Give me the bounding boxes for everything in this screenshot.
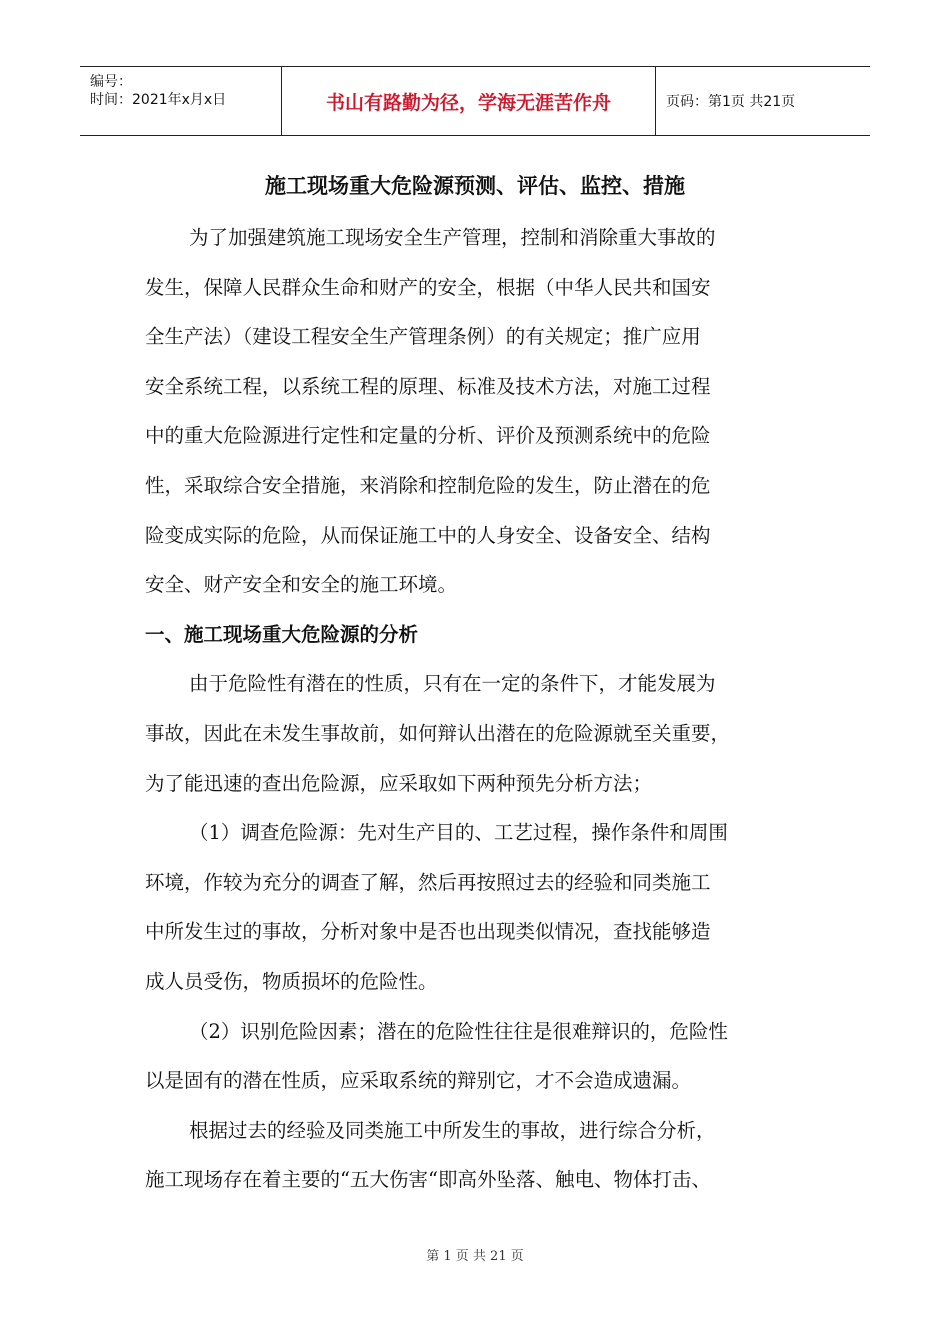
body-line: 安全、财产安全和安全的施工环境。 xyxy=(145,573,458,597)
header-meta xyxy=(80,67,282,135)
body-line: 性，采取综合安全措施，来消除和控制危险的发生，防止潜在的危 xyxy=(145,473,711,497)
body-line: 事故，因此在未发生事故前，如何辩认出潜在的危险源就至关重要， xyxy=(145,721,731,745)
number-label: 编号： xyxy=(90,74,132,90)
body-line: （1）调查危险源：先对生产目的、工艺过程，操作条件和周围 xyxy=(189,821,728,845)
body-line: 根据过去的经验及同类施工中所发生的事故，进行综合分析， xyxy=(189,1118,716,1142)
body-line: 由于危险性有潜在的性质，只有在一定的条件下，才能发展为 xyxy=(189,672,716,696)
document-header xyxy=(80,66,870,136)
body-line: 安全系统工程，以系统工程的原理、标准及技术方法，对施工过程 xyxy=(145,374,711,398)
time-label: 时间：2021年x月x日 xyxy=(90,92,227,108)
document-body xyxy=(145,213,820,1205)
body-line: 中的重大危险源进行定性和定量的分析、评价及预测系统中的危险 xyxy=(145,424,711,448)
body-line: 以是固有的潜在性质，应采取系统的辩别它，才不会造成遗漏。 xyxy=(145,1069,692,1093)
body-line: 发生，保障人民群众生命和财产的安全，根据（中华人民共和国安 xyxy=(145,275,711,299)
body-line: 全生产法）（建设工程安全生产管理条例）的有关规定；推广应用 xyxy=(145,325,701,349)
body-line: 成人员受伤，物质损坏的危险性。 xyxy=(145,969,438,993)
body-line: （2）识别危险因素；潜在的危险性往往是很难辩识的，危险性 xyxy=(189,1019,728,1043)
body-line: 险变成实际的危险，从而保证施工中的人身安全、设备安全、结构 xyxy=(145,523,711,547)
section-heading: 一、施工现场重大危险源的分析 xyxy=(145,622,419,646)
document-title: 施工现场重大危险源预测、评估、监控、措施 xyxy=(265,174,685,198)
body-line: 为了能迅速的查出危险源，应采取如下两种预先分析方法； xyxy=(145,771,653,795)
header-motto: 书山有路勤为径，学海无涯苦作舟 xyxy=(282,67,656,135)
body-line: 环境，作较为充分的调查了解，然后再按照过去的经验和同类施工 xyxy=(145,870,711,894)
body-line: 为了加强建筑施工现场安全生产管理，控制和消除重大事故的 xyxy=(189,226,716,249)
body-line: 施工现场存在着主要的“五大伤害“即高外坠落、触电、物体打击、 xyxy=(145,1168,711,1192)
body-line: 中所发生过的事故，分析对象中是否也出现类似情况，查找能够造 xyxy=(145,920,711,944)
header-page-info: 页码：第1页 共21页 xyxy=(666,94,796,110)
page-footer: 第 1 页 共 21 页 xyxy=(426,1249,524,1264)
